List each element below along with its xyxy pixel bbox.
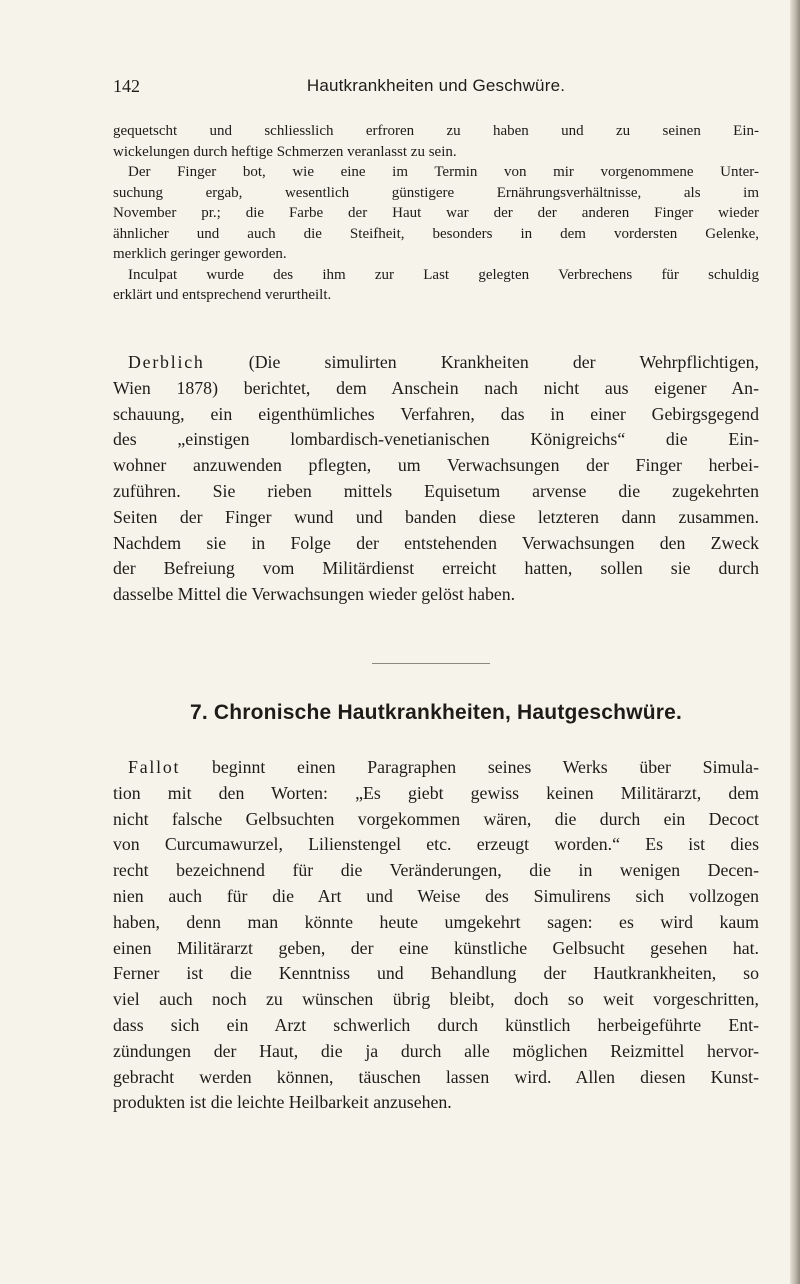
paragraph-2 xyxy=(113,162,759,265)
running-title: Hautkrankheiten und Geschwüre. xyxy=(306,76,566,95)
text-line: Ferner ist die Kenntniss und Behandlung der Hautkrankheiten, so xyxy=(113,963,759,984)
text-line: der Befreiung vom Militärdienst erreicht hatten, sollen sie durch xyxy=(113,558,759,579)
text-line: Nachdem sie in Folge der entstehenden Verwachsungen den Zweck xyxy=(113,532,759,553)
text-line: einen Militärarzt geben, der eine künstliche Gelbsucht gesehen hat. xyxy=(113,937,759,958)
text-line: produkten ist die leichte Heilbarkeit anzusehen. xyxy=(113,1092,452,1113)
author-name: Derblich xyxy=(128,352,205,372)
text-line: Inculpat wurde des ihm zur Last gelegten Verbrechens für schuldig xyxy=(128,266,759,283)
text-line: ähnlicher und auch die Steifheit, besonders in dem vordersten Gelenke, xyxy=(113,225,759,242)
author-name: Fallot xyxy=(128,757,181,777)
text-line: wohner anzuwenden pflegten, um Verwachsungen der Finger herbei- xyxy=(113,455,759,476)
section-divider xyxy=(372,663,490,664)
derblich-paragraph xyxy=(113,350,759,608)
text-line: dasselbe Mittel die Verwachsungen wieder gelöst haben. xyxy=(113,584,516,605)
text-line: Der Finger bot, wie eine im Termin von mir vorgenommene Unter- xyxy=(128,164,759,180)
text-line xyxy=(113,755,759,781)
text-line: tion mit den Worten: „Es giebt gewiss keinen Militärarzt, dem xyxy=(113,782,759,803)
text-line: Seiten der Finger wund und banden diese letzteren dann zusammen. xyxy=(113,506,759,527)
page-edge-shadow xyxy=(790,0,800,1284)
page-header xyxy=(113,76,759,98)
text-line xyxy=(113,350,759,376)
text-line: recht bezeichnend für die Veränderungen, die in wenigen Decen- xyxy=(113,860,759,881)
page-number: 142 xyxy=(113,76,140,96)
text-segment: beginnt einen Paragraphen seines Werks über Simula- xyxy=(180,757,759,777)
text-line: von Curcumawurzel, Lilienstengel etc. erzeugt worden.“ Es ist dies xyxy=(113,834,759,855)
paragraph-1 xyxy=(113,121,759,162)
text-line: suchung ergab, wesentlich günstigere Ernährungsverhältnisse, als im xyxy=(113,184,759,201)
text-line: des „einstigen lombardisch-venetianischen Königreichs“ die Ein- xyxy=(113,429,759,450)
text-line: merklich geringer geworden. xyxy=(113,246,287,262)
text-line: zündungen der Haut, die ja durch alle möglichen Reizmittel hervor- xyxy=(113,1040,759,1061)
text-line: Wien 1878) berichtet, dem Anschein nach nicht aus eigener An- xyxy=(113,377,759,398)
text-line: gequetscht und schliesslich erfroren zu haben und zu seinen Ein- xyxy=(113,123,759,139)
text-segment: (Die simulirten Krankheiten der Wehrpflichtigen, xyxy=(204,352,759,372)
text-line: erklärt und entsprechend verurtheilt. xyxy=(113,287,332,303)
text-line: nicht falsche Gelbsuchten vorgekommen wären, die durch ein Decoct xyxy=(113,808,759,829)
text-line: schauung, ein eigenthümliches Verfahren, das in einer Gebirgsgegend xyxy=(113,403,759,424)
fallot-paragraph xyxy=(113,755,759,1116)
section-heading: 7. Chronische Hautkrankheiten, Hautgeschwüre. xyxy=(189,701,683,724)
text-line: November pr.; die Farbe der Haut war der der anderen Finger wieder xyxy=(113,205,759,221)
text-line: haben, denn man könnte heute umgekehrt sagen: es wird kaum xyxy=(113,911,759,932)
paragraph-3 xyxy=(113,265,759,306)
text-line: gebracht werden können, täuschen lassen wird. Allen diesen Kunst- xyxy=(113,1066,759,1087)
text-line: viel auch noch zu wünschen übrig bleibt, doch so weit vorgeschritten, xyxy=(113,989,759,1010)
case-report-text xyxy=(113,121,759,306)
text-line: dass sich ein Arzt schwerlich durch künstlich herbeigeführte Ent- xyxy=(113,1014,759,1035)
text-line: wickelungen durch heftige Schmerzen veranlasst zu sein. xyxy=(113,143,457,160)
text-line: zuführen. Sie rieben mittels Equisetum arvense die zugekehrten xyxy=(113,480,759,501)
text-line: nien auch für die Art und Weise des Simulirens sich vollzogen xyxy=(113,885,759,906)
